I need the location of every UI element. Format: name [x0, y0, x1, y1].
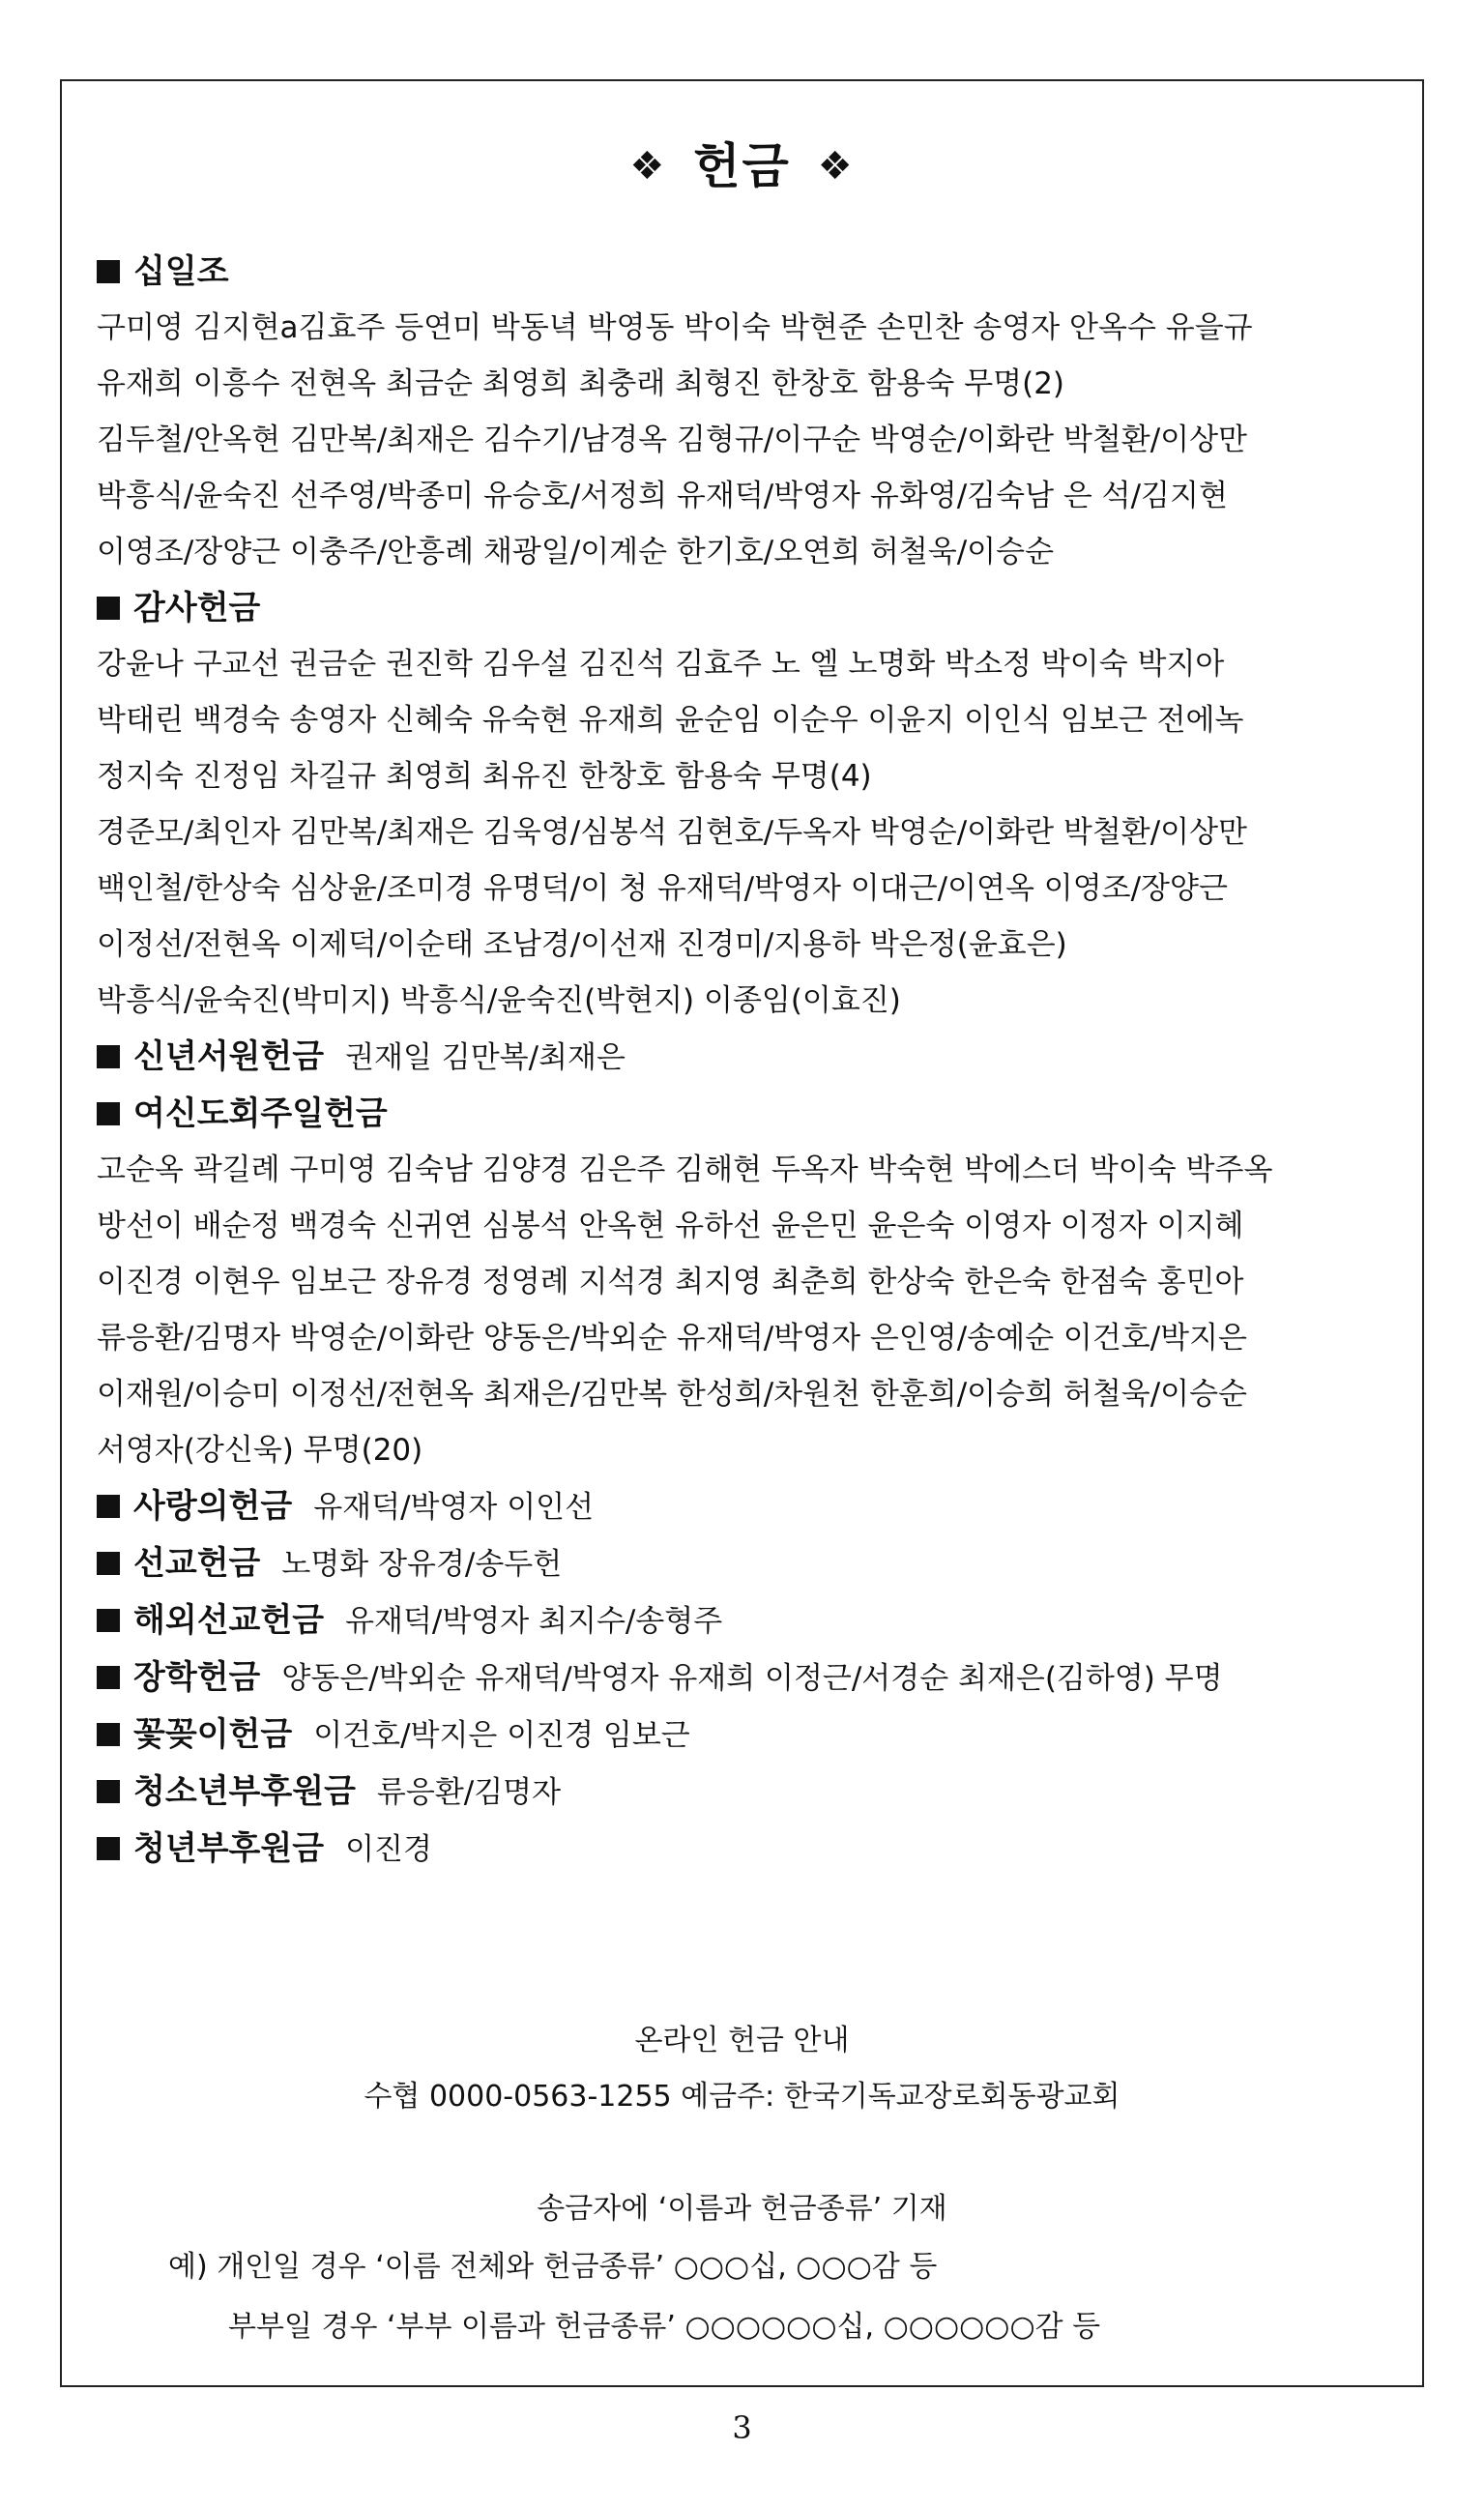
online-heading: 온라인 헌금 안내 [634, 2024, 850, 2057]
name-line: 류응환/김명자 박영순/이화란 양동은/박외순 유재덕/박영자 은인영/송예순 이건호/박지은 [97, 1321, 1247, 1356]
section-heading-flower: 꽃꽂이헌금 이건호/박지은 이진경 임보근 [97, 1707, 1411, 1764]
name-line: 김두철/안옥현 김만복/최재은 김수기/남경옥 김형규/이구순 박영순/이화란 박철환/이상만 [97, 423, 1247, 457]
name-line: 방선이 배순정 백경숙 신귀연 심봉석 안옥현 유하선 윤은민 윤은숙 이영자 이정자 이지혜 [97, 1209, 1244, 1243]
section-names: 권재일 김만복/최재은 [345, 1040, 626, 1075]
online-instruction: 송금자에 ‘이름과 헌금종류’ 기재 [537, 2192, 947, 2226]
page-title [62, 128, 1422, 197]
name-line: 경준모/최인자 김만복/최재은 김욱영/심봉석 김현호/두옥자 박영순/이화란 박철환/이상만 [97, 815, 1247, 850]
square-bullet-icon [97, 1780, 120, 1803]
name-line: 강윤나 구교선 권금순 권진학 김우설 김진석 김효주 노 엘 노명화 박소정 박이숙 박지아 [97, 647, 1225, 682]
example-couple: 부부일 경우 ‘부부 이름과 헌금종류’ ○○○○○○십, ○○○○○○감 등 [228, 2310, 1101, 2344]
online-offering-info [62, 2013, 1422, 2357]
name-line: 이진경 이현우 임보근 장유경 정영례 지석경 최지영 최춘희 한상숙 한은숙 한점숙 홍민아 [97, 1265, 1244, 1299]
section-heading-mission: 선교헌금 노명화 장유경/송두헌 [97, 1535, 1411, 1592]
square-bullet-icon [97, 1045, 120, 1068]
page-frame [60, 79, 1424, 2387]
section-names: 이진경 [345, 1832, 432, 1867]
name-line: 박흥식/윤숙진 선주영/박종미 유승호/서정희 유재덕/박영자 유화영/김숙남 은 석/김지현 [97, 479, 1228, 513]
square-bullet-icon [97, 1495, 120, 1518]
name-line: 이정선/전현옥 이제덕/이순태 조남경/이선재 진경미/지용하 박은정(윤효은) [97, 927, 1067, 962]
square-bullet-icon [97, 1552, 120, 1575]
name-line: 백인철/한상숙 심상윤/조미경 유명덕/이 청 유재덕/박영자 이대근/이연옥 이영조/장양근 [97, 871, 1228, 906]
name-line: 이재원/이승미 이정선/전현옥 최재은/김만복 한성희/차원천 한훈희/이승희 허철욱/이승순 [97, 1377, 1247, 1412]
diamond-ornament-icon: ❖ [629, 144, 667, 189]
name-line: 박흥식/윤숙진(박미지) 박흥식/윤숙진(박현지) 이종임(이효진) [97, 983, 901, 1018]
name-line: 박태린 백경숙 송영자 신혜숙 유숙현 유재희 윤순임 이순우 이윤지 이인식 임보근 전에녹 [97, 703, 1244, 738]
section-heading-new-year-vow: 신년서원헌금 권재일 김만복/최재은 [97, 1029, 1411, 1086]
name-line: 서영자(강신욱) 무명(20) [97, 1433, 423, 1468]
name-line: 고순옥 곽길례 구미영 김숙남 김양경 김은주 김해현 두옥자 박숙현 박에스더 박이숙 박주옥 [97, 1152, 1273, 1187]
square-bullet-icon [97, 260, 120, 283]
section-heading-love: 사랑의헌금 유재덕/박영자 이인선 [97, 1478, 1411, 1535]
section-names: 유재덕/박영자 이인선 [313, 1490, 595, 1525]
square-bullet-icon [97, 1609, 120, 1632]
section-heading-womens-sunday: 여신도회주일헌금 [97, 1086, 1411, 1142]
page-number: 3 [732, 2409, 752, 2446]
section-heading-youth-support: 청소년부후원금 류응환/김명자 [97, 1764, 1411, 1821]
section-names: 유재덕/박영자 최지수/송형주 [345, 1604, 723, 1639]
section-heading-overseas-mission: 해외선교헌금 유재덕/박영자 최지수/송형주 [97, 1592, 1411, 1649]
spacer [62, 2125, 1422, 2181]
page-title-text: 헌금 [693, 138, 791, 194]
square-bullet-icon [97, 1666, 120, 1689]
section-heading-young-adult-support: 청년부후원금 이진경 [97, 1821, 1411, 1878]
section-heading-tithe: 십일조 [97, 244, 1411, 300]
section-names: 이건호/박지은 이진경 임보근 [313, 1718, 690, 1753]
diamond-ornament-icon: ❖ [817, 144, 855, 189]
section-heading-scholarship: 장학헌금 양동은/박외순 유재덕/박영자 유재희 이정근/서경순 최재은(김하영) 무명 [97, 1649, 1411, 1707]
name-line: 정지숙 진정임 차길규 최영희 최유진 한창호 함용숙 무명(4) [97, 759, 872, 794]
section-names: 양동은/박외순 유재덕/박영자 유재희 이정근/서경순 최재은(김하영) 무명 [281, 1661, 1223, 1696]
section-heading-thanksgiving: 감사헌금 [97, 580, 1411, 636]
name-line: 유재희 이흥수 전현옥 최금순 최영희 최충래 최형진 한창호 함용숙 무명(2) [97, 366, 1065, 401]
square-bullet-icon [97, 1837, 120, 1860]
bank-account: 수협 0000-0563-1255 예금주: 한국기독교장로회동광교회 [364, 2080, 1120, 2114]
square-bullet-icon [97, 1723, 120, 1746]
offering-list [97, 244, 1411, 1878]
name-line: 이영조/장양근 이충주/안흥례 채광일/이계순 한기호/오연희 허철욱/이승순 [97, 535, 1055, 569]
section-names: 노명화 장유경/송두헌 [281, 1547, 563, 1582]
square-bullet-icon [97, 597, 120, 620]
example-individual: 예) 개인일 경우 ‘이름 전체와 헌금종류’ ○○○십, ○○○감 등 [168, 2250, 938, 2284]
name-line: 구미영 김지현a김효주 등연미 박동녁 박영동 박이숙 박현준 손민찬 송영자 안옥수 유을규 [97, 310, 1253, 345]
section-names: 류응환/김명자 [376, 1775, 562, 1810]
square-bullet-icon [97, 1102, 120, 1125]
